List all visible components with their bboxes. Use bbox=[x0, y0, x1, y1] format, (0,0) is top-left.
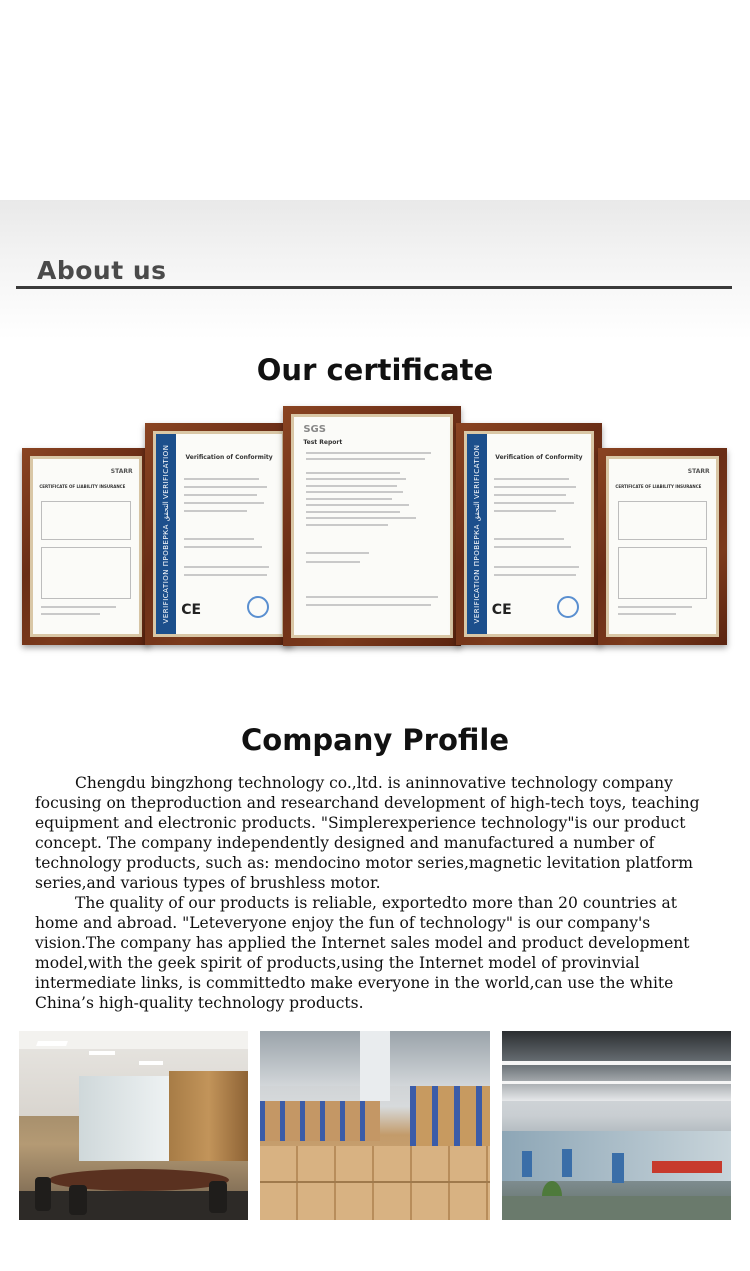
warehouse-photo bbox=[260, 1031, 490, 1220]
certificate-title: CERTIFICATE OF LIABILITY INSURANCE bbox=[39, 483, 126, 489]
certificate-title: CERTIFICATE OF LIABILITY INSURANCE bbox=[615, 483, 702, 489]
company-profile-heading: Company Profile bbox=[241, 723, 509, 757]
top-blank-area bbox=[0, 0, 750, 200]
sgs-logo: SGS bbox=[303, 423, 326, 435]
certificate-frame-3[interactable] bbox=[283, 406, 461, 646]
ce-mark: CE bbox=[181, 602, 202, 618]
meeting-room-photo bbox=[19, 1031, 248, 1220]
certificate-frame-4[interactable] bbox=[456, 423, 602, 645]
factory-photo bbox=[502, 1031, 731, 1220]
certificate-title: Test Report bbox=[303, 438, 343, 446]
certificate-frame-2[interactable] bbox=[145, 423, 293, 645]
seal-stamp bbox=[247, 596, 269, 618]
certificate-frame-1[interactable] bbox=[22, 448, 150, 645]
profile-paragraph-2: The quality of our products is reliable, exportedto more than 20 countries at home and abroad. "Leteveryone enjoy the fun of technology" is our company's vision.The company has applied the Internet sales model and product development model,with the geek spirit of products,using the Internet model of provinvial intermediate links, is committedto make everyone in the world,can use the white China’s high-quality technology products. bbox=[35, 894, 690, 1012]
certificate-title: Verification of Conformity bbox=[495, 454, 583, 461]
about-divider bbox=[16, 286, 732, 289]
certificate-title: Verification of Conformity bbox=[185, 454, 273, 461]
certificate-brand: STARR bbox=[110, 467, 133, 475]
seal-stamp bbox=[557, 596, 579, 618]
company-profile-text bbox=[35, 773, 720, 1013]
certificate-frame-5[interactable] bbox=[598, 448, 727, 645]
profile-paragraph-1: Chengdu bingzhong technology co.,ltd. is aninnovative technology company focusing on theproduction and researchand development of high-tech toys, teaching equipment and electronic products. "Simplerexperience technology"is our product concept. The company independently designed and manufactured a number of technology products, such as: mendocino motor series,magnetic levitation platform series,and various types of brushless motor. bbox=[35, 774, 700, 892]
verification-strip-text: VERIFICATION ПРОВЕРКА التحقق VERIFICATION bbox=[162, 444, 171, 624]
certificate-heading: Our certificate bbox=[256, 353, 494, 387]
verification-strip-text: VERIFICATION ПРОВЕРКА التحقق VERIFICATION bbox=[472, 444, 481, 624]
about-title: About us bbox=[37, 256, 167, 285]
ce-mark: CE bbox=[491, 602, 512, 618]
certificate-brand: STARR bbox=[687, 467, 710, 475]
